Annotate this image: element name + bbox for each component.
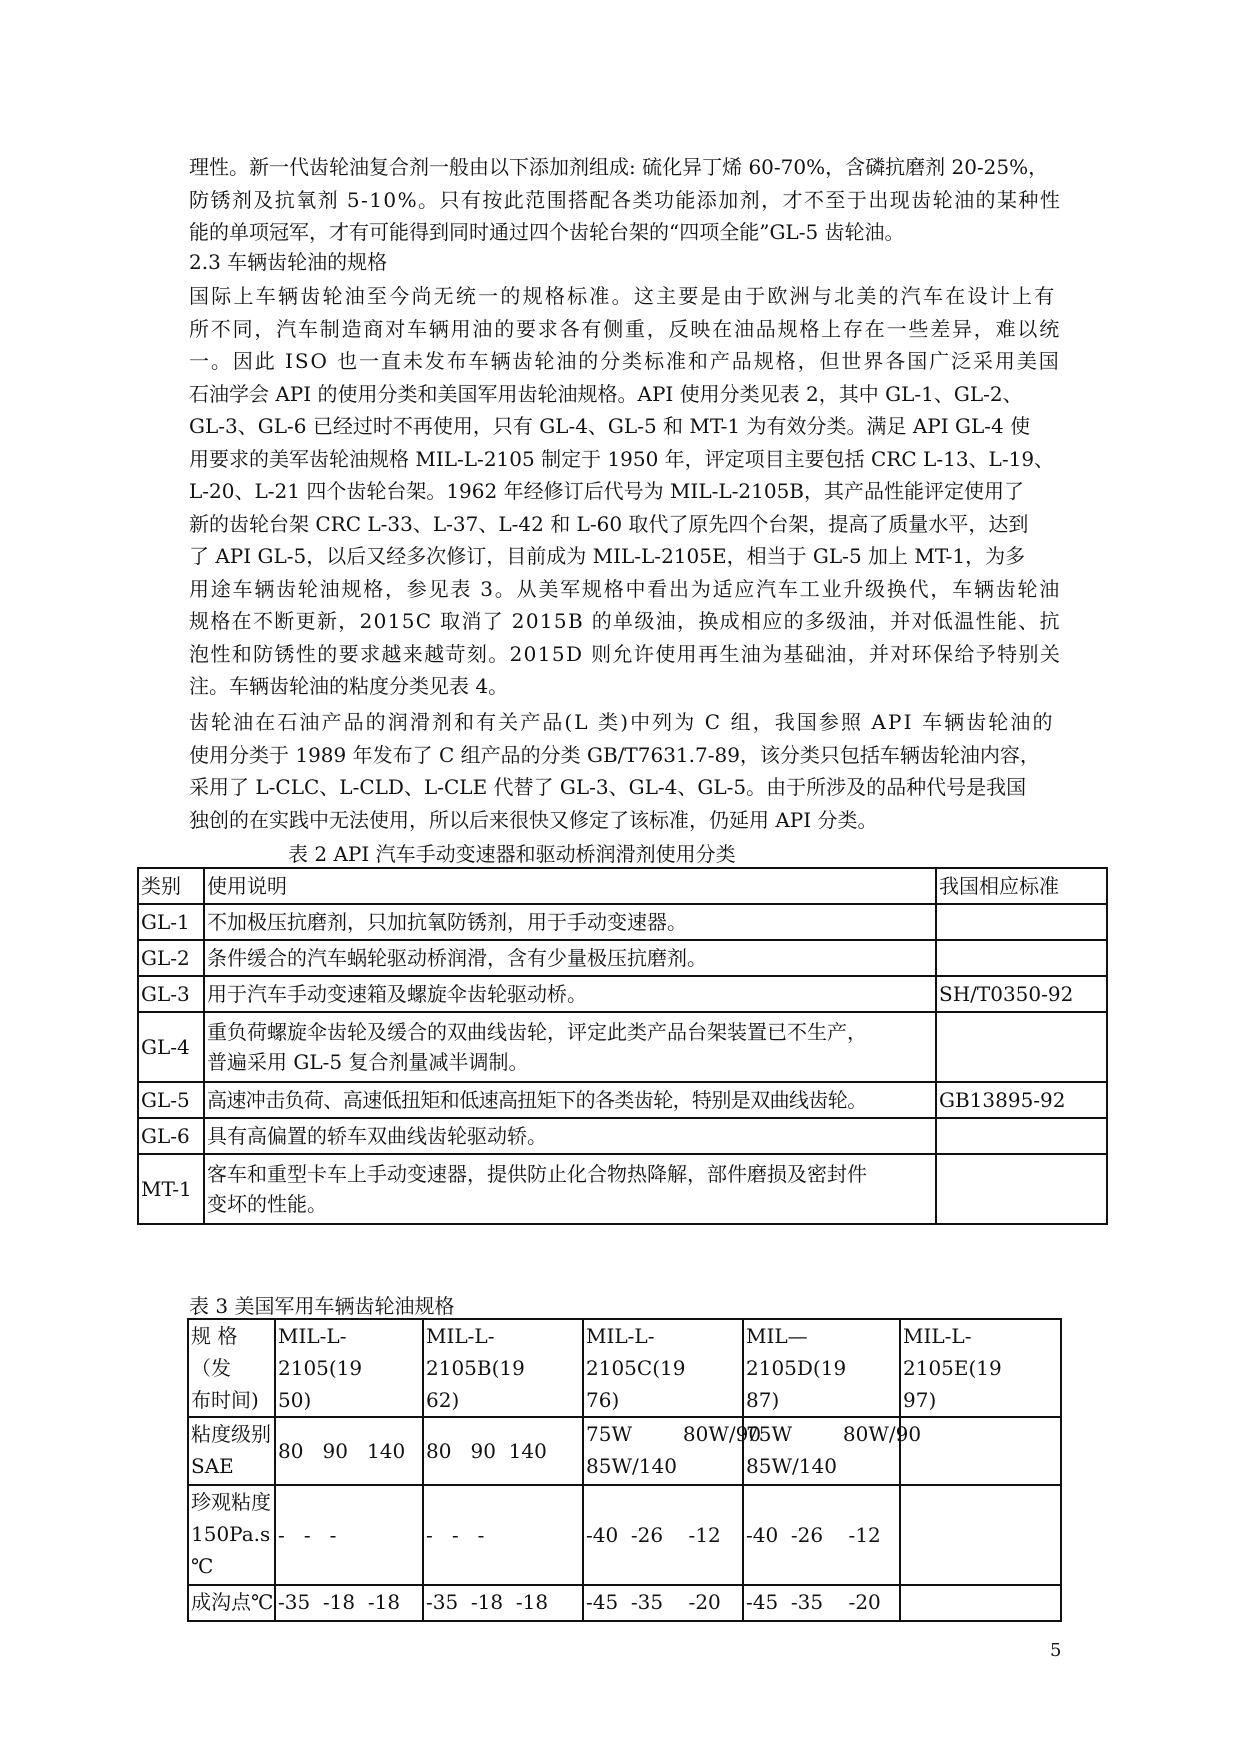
standard-cell (936, 1118, 1107, 1154)
section-heading: 2.3 车辆齿轮油的规格 (189, 250, 388, 274)
table3-caption: 表 3 美国军用车辆齿轮油规格 (189, 1294, 455, 1318)
spec-header-cell (900, 1319, 1061, 1417)
cell-line: MIL-L-2105B(19 (426, 1324, 525, 1380)
table-row (138, 1154, 1107, 1224)
text-line: 泡性和防锈性的要求越来越苛刻。2015D 则允许使用再生油为基础油，并对环保给予特别关 (189, 641, 1062, 666)
header-label-cell (188, 1319, 275, 1417)
text-line: 注。车辆齿轮油的粘度分类见表 4。 (189, 674, 509, 698)
text-line: GL-3、GL-6 已经过时不再使用，只有 GL-4、GL-5 和 MT-1 为有效分类。满足 API GL-4 使 (189, 414, 1031, 438)
category-cell: GL-3 (138, 976, 204, 1012)
category-cell: GL-6 (138, 1118, 204, 1154)
cell-line: -45 -35 -20 (746, 1590, 881, 1614)
description-line: 重负荷螺旋伞齿轮及缓合的双曲线齿轮，评定此类产品台架装置已不生产， (207, 1020, 867, 1044)
standard-cell (936, 904, 1107, 940)
intro-paragraph (189, 151, 1061, 249)
header-cell: 使用说明 (204, 868, 936, 904)
text-line: 防锈剂及抗氧剂 5-10%。只有按此范围搭配各类功能添加剂，才不至于出现齿轮油的某种性 (189, 187, 1062, 212)
row-label-cell (188, 1485, 275, 1585)
cell-line: 76) (586, 1388, 620, 1412)
text-line: L-20、L-21 四个齿轮台架。1962 年经修订后代号为 MIL-L-2105B，其产品性能评定使用了 (189, 479, 1024, 503)
table-row (138, 1012, 1107, 1082)
text-line: 石油学会 API 的使用分类和美国军用齿轮油规格。API 使用分类见表 2，其中 GL-1、GL-2、 (189, 381, 1023, 406)
value-cell (743, 1417, 922, 1485)
row-label-cell (188, 1417, 275, 1485)
value-cell (275, 1417, 423, 1485)
cell-line: SAE (191, 1454, 234, 1478)
value-cell (900, 1485, 1061, 1585)
table-row (188, 1485, 1061, 1585)
cell-line: 150Pa.s (191, 1522, 271, 1546)
description-cell: 不加极压抗磨剂，只加抗氧防锈剂，用于手动变速器。 (204, 904, 936, 940)
cell-line: 成沟点℃ (191, 1590, 274, 1614)
cell-line: 97) (903, 1388, 937, 1412)
standard-cell (936, 940, 1107, 976)
category-cell: GL-1 (138, 904, 204, 940)
value-cell (275, 1585, 423, 1621)
text-line: 规格在不断更新，2015C 取消了 2015B 的单级油，换成相应的多级油，并对低温性能、抗 (189, 609, 1061, 633)
value-cell (743, 1585, 900, 1621)
value-cell (583, 1417, 762, 1485)
header-cell: 我国相应标准 (936, 868, 1107, 904)
cell-line: 62) (426, 1388, 460, 1412)
standard-cell: GB13895-92 (936, 1082, 1107, 1118)
value-cell (583, 1485, 743, 1585)
cell-line: 珍观粘度 (191, 1490, 271, 1514)
standard-cell (936, 1154, 1107, 1224)
table-header-row (188, 1319, 1061, 1417)
text-line: 新的齿轮台架 CRC L-33、L-37、L-42 和 L-60 取代了原先四个台架，提高了质量水平，达到 (189, 511, 1029, 536)
cell-line: 布时间) (191, 1388, 259, 1412)
cell-line: ℃ (191, 1554, 214, 1578)
table2-caption: 表 2 API 汽车手动变速器和驱动桥润滑剂使用分类 (288, 842, 736, 866)
row-label-cell (188, 1585, 275, 1621)
table-row (138, 1118, 1107, 1154)
description-line: 变坏的性能。 (207, 1192, 327, 1216)
description-cell (204, 1012, 936, 1082)
page-number: 5 (1050, 1640, 1062, 1661)
standard-cell (936, 1012, 1107, 1082)
cell-line: 规 格（发 (191, 1324, 238, 1380)
cell-line: -35 -18 -18 (426, 1590, 549, 1614)
table-row (188, 1585, 1061, 1621)
table-row (138, 904, 1107, 940)
text-line: 所不同，汽车制造商对车辆用油的要求各有侧重，反映在油品规格上存在一些差异，难以统 (189, 316, 1061, 341)
table-header-row (138, 868, 1107, 904)
cell-line: MIL-L-2105E(19 (903, 1324, 1002, 1380)
spec-paragraph (189, 280, 1061, 703)
cell-line: -45 -35 -20 (586, 1590, 721, 1614)
text-line: 能的单项冠军，才有可能得到同时通过四个齿轮台架的“四项全能”GL-5 齿轮油。 (189, 220, 905, 244)
value-cell (423, 1585, 583, 1621)
cell-line: MIL-L-2105(19 (278, 1324, 363, 1380)
spec-header-cell (743, 1319, 900, 1417)
description-cell (204, 1154, 936, 1224)
cell-line: -40 -26 -12 (586, 1523, 721, 1547)
description-cell: 具有高偏置的轿车双曲线齿轮驱动轿。 (204, 1118, 936, 1154)
category-cell: GL-4 (138, 1012, 204, 1082)
spec-header-cell (583, 1319, 743, 1417)
description-cell: 高速冲击负荷、高速低扭矩和低速高扭矩下的各类齿轮，特别是双曲线齿轮。 (204, 1082, 936, 1118)
cell-line: 75W 80W/90 (586, 1422, 762, 1446)
value-cell (743, 1485, 900, 1585)
cell-line: 80 90 140 (426, 1439, 547, 1463)
cell-line: MIL-L-2105C(19 (586, 1324, 686, 1380)
cell-line: 50) (278, 1388, 312, 1412)
table-row (138, 1082, 1107, 1118)
cell-line: 85W/140 (586, 1454, 677, 1478)
text-line: 国际上车辆齿轮油至今尚无统一的规格标准。这主要是由于欧洲与北美的汽车在设计上有 (189, 284, 1057, 308)
text-line: 用要求的美军齿轮油规格 MIL-L-2105 制定于 1950 年，评定项目主要包括 CRC L-13、L-19、 (189, 446, 1055, 471)
cell-line: -35 -18 -18 (278, 1590, 401, 1614)
description-line: 普遍采用 GL-5 复合剂量减半调制。 (207, 1050, 529, 1074)
cell-line: 80 90 140 (278, 1439, 406, 1463)
cell-line: MIL—2105D(19 (746, 1324, 847, 1380)
cell-line: - - - (426, 1523, 485, 1547)
cell-line: - - - (278, 1523, 337, 1547)
category-cell: MT-1 (138, 1154, 204, 1224)
category-cell: GL-5 (138, 1082, 204, 1118)
text-line: 理性。新一代齿轮油复合剂一般由以下添加剂组成: 硫化异丁烯 60-70%，含磷抗磨剂 20-25%， (189, 155, 1049, 179)
standard-cell: SH/T0350-92 (936, 976, 1107, 1012)
value-cell (275, 1485, 423, 1585)
table-row (138, 940, 1107, 976)
category-cell: GL-2 (138, 940, 204, 976)
text-line: 独创的在实践中无法使用，所以后来很快又修定了该标准，仍延用 API 分类。 (189, 807, 878, 832)
table-row (138, 976, 1107, 1012)
description-cell: 用于汽车手动变速箱及螺旋伞齿轮驱动桥。 (204, 976, 936, 1012)
text-line: 使用分类于 1989 年发布了 C 组产品的分类 GB/T7631.7-89，该分类只包括车辆齿轮油内容， (189, 742, 1040, 767)
text-line: 齿轮油在石油产品的润滑剂和有关产品(L 类)中列为 C 组，我国参照 API 车辆齿轮油的 (189, 710, 1055, 734)
value-cell (900, 1585, 1061, 1621)
cell-line: 85W/140 (746, 1454, 837, 1478)
table2 (137, 867, 1108, 1225)
text-line: 一。因此 ISO 也一直未发布车辆齿轮油的分类标准和产品规格，但世界各国广泛采用美国 (189, 349, 1061, 373)
spec-header-cell (423, 1319, 583, 1417)
value-cell (423, 1417, 583, 1485)
table-row (188, 1417, 1061, 1485)
cell-line: 87) (746, 1388, 780, 1412)
text-line: 采用了 L-CLC、L-CLD、L-CLE 代替了 GL-3、GL-4、GL-5。由于所涉及的品种代号是我国 (189, 775, 1027, 799)
description-line: 客车和重型卡车上手动变速器，提供防止化合物热降解，部件磨损及密封件 (207, 1162, 867, 1186)
china-paragraph (189, 706, 1061, 836)
cell-line: 75W 80W/90 (746, 1422, 922, 1446)
text-line: 用途车辆齿轮油规格，参见表 3。从美军规格中看出为适应汽车工业升级换代，车辆齿轮油 (189, 576, 1062, 601)
value-cell (583, 1585, 743, 1621)
value-cell (423, 1485, 583, 1585)
value-cell (900, 1417, 1061, 1485)
table3 (187, 1318, 1062, 1622)
header-cell: 类别 (138, 868, 204, 904)
description-cell: 条件缓合的汽车蜗轮驱动桥润滑，含有少量极压抗磨剂。 (204, 940, 936, 976)
spec-header-cell (275, 1319, 423, 1417)
cell-line: -40 -26 -12 (746, 1523, 881, 1547)
text-line: 了 API GL-5，以后又经多次修订，目前成为 MIL-L-2105E，相当于 GL-5 加上 MT-1，为多 (189, 544, 1026, 568)
cell-line: 粘度级别 (191, 1422, 271, 1446)
